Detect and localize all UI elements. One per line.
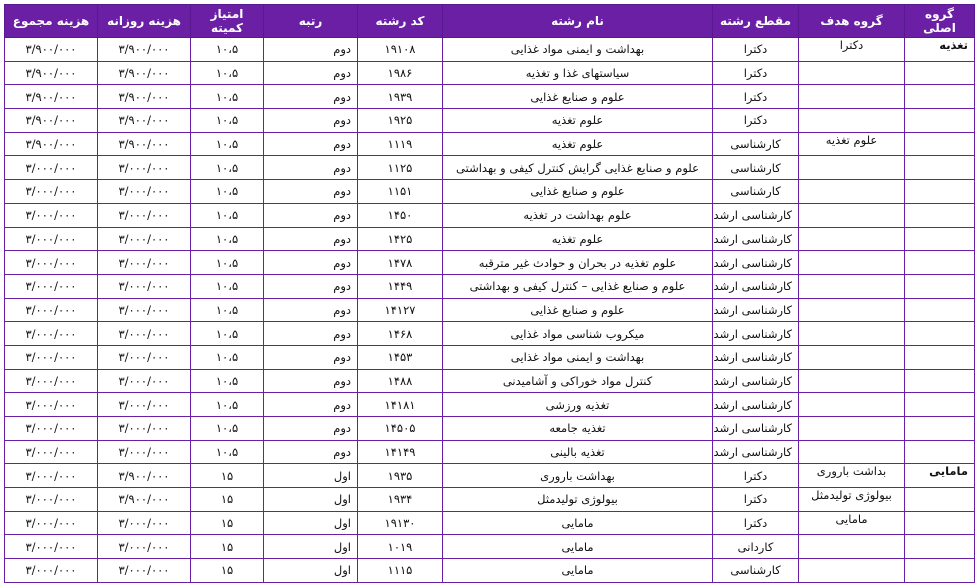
level-cell: دکترا (713, 85, 799, 109)
field-name-cell: علوم و صنایع غذایی – کنترل کیفی و بهداشتی (443, 274, 713, 298)
field-code-cell: ۱۹۳۵ (358, 464, 443, 488)
rank-cell: دوم (264, 440, 358, 464)
field-code-cell: ۱۴۱۲۷ (358, 298, 443, 322)
table-row (5, 559, 975, 583)
total-cost-cell: ۳/۰۰۰/۰۰۰ (5, 203, 98, 227)
score-cell: ۱۰،۵ (191, 132, 264, 156)
target-group-cell: علوم تغذیه (799, 132, 905, 156)
rank-cell: دوم (264, 322, 358, 346)
total-cost-cell: ۳/۰۰۰/۰۰۰ (5, 535, 98, 559)
header-score: امتیاز کمیته (191, 5, 264, 38)
field-name-cell: علوم تغذیه (443, 227, 713, 251)
field-code-cell: ۱۹۱۳۰ (358, 511, 443, 535)
level-cell: کارشناسی ارشد (713, 274, 799, 298)
field-code-cell: ۱۹۸۶ (358, 61, 443, 85)
field-name-cell: سیاستهای غذا و تغذیه (443, 61, 713, 85)
score-cell: ۱۰،۵ (191, 109, 264, 133)
target-group-cell (799, 156, 905, 180)
rank-cell: اول (264, 559, 358, 583)
field-code-cell: ۱۴۴۹ (358, 274, 443, 298)
field-code-cell: ۱۹۲۵ (358, 109, 443, 133)
daily-cost-cell: ۳/۰۰۰/۰۰۰ (98, 393, 191, 417)
main-group-cell (905, 345, 975, 369)
level-cell: کارشناسی ارشد (713, 417, 799, 441)
score-cell: ۱۰،۵ (191, 227, 264, 251)
field-name-cell: بهداشت و ایمنی مواد غذایی (443, 345, 713, 369)
target-group-cell (799, 180, 905, 204)
field-code-cell: ۱۴۷۸ (358, 251, 443, 275)
daily-cost-cell: ۳/۰۰۰/۰۰۰ (98, 298, 191, 322)
main-group-cell (905, 369, 975, 393)
total-cost-cell: ۳/۰۰۰/۰۰۰ (5, 251, 98, 275)
daily-cost-cell: ۳/۰۰۰/۰۰۰ (98, 369, 191, 393)
level-cell: کاردانی (713, 535, 799, 559)
field-code-cell: ۱۱۱۵ (358, 559, 443, 583)
daily-cost-cell: ۳/۰۰۰/۰۰۰ (98, 345, 191, 369)
daily-cost-cell: ۳/۰۰۰/۰۰۰ (98, 156, 191, 180)
main-group-cell (905, 203, 975, 227)
rank-cell: اول (264, 535, 358, 559)
score-cell: ۱۰،۵ (191, 61, 264, 85)
header-target-group: گروه هدف (799, 5, 905, 38)
daily-cost-cell: ۳/۹۰۰/۰۰۰ (98, 488, 191, 512)
table-row (5, 109, 975, 133)
daily-cost-cell: ۳/۹۰۰/۰۰۰ (98, 85, 191, 109)
score-cell: ۱۵ (191, 535, 264, 559)
daily-cost-cell: ۳/۰۰۰/۰۰۰ (98, 511, 191, 535)
table-row (5, 440, 975, 464)
rank-cell: دوم (264, 156, 358, 180)
target-group-cell: بداشت باروری (799, 464, 905, 488)
target-group-cell (799, 393, 905, 417)
level-cell: کارشناسی ارشد (713, 393, 799, 417)
field-code-cell: ۱۹۳۴ (358, 488, 443, 512)
field-name-cell: بهداشت باروری (443, 464, 713, 488)
total-cost-cell: ۳/۰۰۰/۰۰۰ (5, 464, 98, 488)
daily-cost-cell: ۳/۰۰۰/۰۰۰ (98, 251, 191, 275)
table-row (5, 61, 975, 85)
total-cost-cell: ۳/۰۰۰/۰۰۰ (5, 511, 98, 535)
level-cell: کارشناسی (713, 180, 799, 204)
rank-cell: دوم (264, 369, 358, 393)
main-group-cell (905, 251, 975, 275)
target-group-cell (799, 298, 905, 322)
level-cell: کارشناسی ارشد (713, 369, 799, 393)
main-group-cell (905, 559, 975, 583)
field-name-cell: تغذیه بالینی (443, 440, 713, 464)
score-cell: ۱۰،۵ (191, 322, 264, 346)
score-cell: ۱۰،۵ (191, 203, 264, 227)
total-cost-cell: ۳/۰۰۰/۰۰۰ (5, 180, 98, 204)
field-name-cell: علوم و صنایع غذایی (443, 180, 713, 204)
table-row (5, 85, 975, 109)
header-level: مقطع رشته (713, 5, 799, 38)
table-row (5, 180, 975, 204)
total-cost-cell: ۳/۰۰۰/۰۰۰ (5, 345, 98, 369)
main-group-cell (905, 417, 975, 441)
field-code-cell: ۱۹۱۰۸ (358, 38, 443, 62)
total-cost-cell: ۳/۹۰۰/۰۰۰ (5, 109, 98, 133)
main-group-cell (905, 274, 975, 298)
total-cost-cell: ۳/۰۰۰/۰۰۰ (5, 274, 98, 298)
score-cell: ۱۰،۵ (191, 393, 264, 417)
main-group-cell (905, 109, 975, 133)
header-daily: هزینه روزانه (98, 5, 191, 38)
target-group-cell (799, 345, 905, 369)
score-cell: ۱۰،۵ (191, 85, 264, 109)
table-row (5, 132, 975, 156)
score-cell: ۱۵ (191, 559, 264, 583)
table-row (5, 345, 975, 369)
rank-cell: دوم (264, 393, 358, 417)
daily-cost-cell: ۳/۰۰۰/۰۰۰ (98, 322, 191, 346)
main-group-cell (905, 61, 975, 85)
target-group-cell (799, 61, 905, 85)
field-name-cell: مامایی (443, 535, 713, 559)
field-name-cell: علوم و صنایع غذایی (443, 85, 713, 109)
field-name-cell: بهداشت و ایمنی مواد غذایی (443, 38, 713, 62)
table-row (5, 464, 975, 488)
field-name-cell: علوم و صنایع غذایی (443, 298, 713, 322)
table-row (5, 38, 975, 62)
main-group-cell (905, 298, 975, 322)
level-cell: دکترا (713, 109, 799, 133)
target-group-cell: بیولوژی تولیدمثل (799, 488, 905, 512)
total-cost-cell: ۳/۰۰۰/۰۰۰ (5, 322, 98, 346)
daily-cost-cell: ۳/۹۰۰/۰۰۰ (98, 109, 191, 133)
main-group-cell (905, 180, 975, 204)
total-cost-cell: ۳/۰۰۰/۰۰۰ (5, 440, 98, 464)
field-name-cell: تغذیه ورزشی (443, 393, 713, 417)
total-cost-cell: ۳/۰۰۰/۰۰۰ (5, 156, 98, 180)
main-group-cell (905, 227, 975, 251)
level-cell: دکترا (713, 488, 799, 512)
header-main-group: گروه اصلی (905, 5, 975, 38)
field-name-cell: علوم بهداشت در تغذیه (443, 203, 713, 227)
score-cell: ۱۰،۵ (191, 440, 264, 464)
level-cell: کارشناسی ارشد (713, 298, 799, 322)
rank-cell: دوم (264, 251, 358, 275)
score-cell: ۱۰،۵ (191, 345, 264, 369)
level-cell: کارشناسی (713, 559, 799, 583)
table-row (5, 369, 975, 393)
table-row (5, 251, 975, 275)
target-group-cell: مامایی (799, 511, 905, 535)
field-code-cell: ۱۴۵۰۵ (358, 417, 443, 441)
score-cell: ۱۵ (191, 511, 264, 535)
target-group-cell (799, 369, 905, 393)
score-cell: ۱۰،۵ (191, 417, 264, 441)
total-cost-cell: ۳/۰۰۰/۰۰۰ (5, 298, 98, 322)
header-rank: رتبه (264, 5, 358, 38)
daily-cost-cell: ۳/۰۰۰/۰۰۰ (98, 227, 191, 251)
main-group-cell: تغذیه (905, 38, 975, 62)
rank-cell: دوم (264, 203, 358, 227)
field-name-cell: علوم و صنایع غذایی گرایش کنترل کیفی و بهداشتی (443, 156, 713, 180)
target-group-cell (799, 440, 905, 464)
rank-cell: دوم (264, 227, 358, 251)
rank-cell: دوم (264, 345, 358, 369)
table-row (5, 417, 975, 441)
header-row (5, 5, 975, 38)
target-group-cell (799, 535, 905, 559)
field-name-cell: بیولوژی تولیدمثل (443, 488, 713, 512)
rank-cell: دوم (264, 61, 358, 85)
main-group-cell (905, 393, 975, 417)
daily-cost-cell: ۳/۰۰۰/۰۰۰ (98, 203, 191, 227)
table-row (5, 227, 975, 251)
target-group-cell (799, 417, 905, 441)
field-code-cell: ۱۰۱۹ (358, 535, 443, 559)
total-cost-cell: ۳/۰۰۰/۰۰۰ (5, 417, 98, 441)
daily-cost-cell: ۳/۹۰۰/۰۰۰ (98, 61, 191, 85)
daily-cost-cell: ۳/۹۰۰/۰۰۰ (98, 464, 191, 488)
score-cell: ۱۵ (191, 488, 264, 512)
rank-cell: دوم (264, 180, 358, 204)
rank-cell: دوم (264, 109, 358, 133)
total-cost-cell: ۳/۰۰۰/۰۰۰ (5, 559, 98, 583)
target-group-cell (799, 85, 905, 109)
score-cell: ۱۰،۵ (191, 180, 264, 204)
score-cell: ۱۵ (191, 464, 264, 488)
field-name-cell: میکروب شناسی مواد غذایی (443, 322, 713, 346)
main-group-cell (905, 535, 975, 559)
rank-cell: دوم (264, 274, 358, 298)
field-code-cell: ۱۴۸۸ (358, 369, 443, 393)
score-cell: ۱۰،۵ (191, 156, 264, 180)
target-group-cell (799, 227, 905, 251)
target-group-cell (799, 109, 905, 133)
score-cell: ۱۰،۵ (191, 274, 264, 298)
score-cell: ۱۰،۵ (191, 38, 264, 62)
total-cost-cell: ۳/۰۰۰/۰۰۰ (5, 488, 98, 512)
level-cell: دکترا (713, 61, 799, 85)
field-code-cell: ۱۱۲۵ (358, 156, 443, 180)
field-code-cell: ۱۴۱۸۱ (358, 393, 443, 417)
rank-cell: اول (264, 464, 358, 488)
field-code-cell: ۱۴۶۸ (358, 322, 443, 346)
rank-cell: دوم (264, 298, 358, 322)
level-cell: دکترا (713, 38, 799, 62)
target-group-cell (799, 251, 905, 275)
field-name-cell: مامایی (443, 559, 713, 583)
field-code-cell: ۱۱۵۱ (358, 180, 443, 204)
level-cell: دکترا (713, 464, 799, 488)
table-row (5, 511, 975, 535)
header-total: هزینه مجموع (5, 5, 98, 38)
daily-cost-cell: ۳/۹۰۰/۰۰۰ (98, 132, 191, 156)
level-cell: کارشناسی ارشد (713, 440, 799, 464)
total-cost-cell: ۳/۰۰۰/۰۰۰ (5, 227, 98, 251)
field-name-cell: علوم تغذیه (443, 109, 713, 133)
level-cell: کارشناسی (713, 156, 799, 180)
field-code-cell: ۱۴۵۳ (358, 345, 443, 369)
main-group-cell (905, 85, 975, 109)
level-cell: کارشناسی ارشد (713, 227, 799, 251)
table-row (5, 203, 975, 227)
total-cost-cell: ۳/۰۰۰/۰۰۰ (5, 393, 98, 417)
total-cost-cell: ۳/۹۰۰/۰۰۰ (5, 61, 98, 85)
fields-table (4, 4, 975, 583)
rank-cell: اول (264, 511, 358, 535)
field-name-cell: کنترل مواد خوراکی و آشامیدنی (443, 369, 713, 393)
field-code-cell: ۱۹۳۹ (358, 85, 443, 109)
level-cell: کارشناسی ارشد (713, 251, 799, 275)
field-name-cell: علوم تغذیه در بحران و حوادث غیر مترقبه (443, 251, 713, 275)
daily-cost-cell: ۳/۰۰۰/۰۰۰ (98, 417, 191, 441)
daily-cost-cell: ۳/۰۰۰/۰۰۰ (98, 535, 191, 559)
rank-cell: دوم (264, 417, 358, 441)
table-row (5, 156, 975, 180)
rank-cell: اول (264, 488, 358, 512)
daily-cost-cell: ۳/۰۰۰/۰۰۰ (98, 180, 191, 204)
table-row (5, 274, 975, 298)
level-cell: کارشناسی ارشد (713, 203, 799, 227)
field-name-cell: علوم تغذیه (443, 132, 713, 156)
daily-cost-cell: ۳/۰۰۰/۰۰۰ (98, 274, 191, 298)
rank-cell: دوم (264, 85, 358, 109)
total-cost-cell: ۳/۰۰۰/۰۰۰ (5, 369, 98, 393)
level-cell: کارشناسی (713, 132, 799, 156)
main-group-cell (905, 132, 975, 156)
table-row (5, 488, 975, 512)
rank-cell: دوم (264, 38, 358, 62)
table-row (5, 393, 975, 417)
header-code: کد رشته (358, 5, 443, 38)
total-cost-cell: ۳/۹۰۰/۰۰۰ (5, 85, 98, 109)
level-cell: کارشناسی ارشد (713, 322, 799, 346)
score-cell: ۱۰،۵ (191, 251, 264, 275)
table-row (5, 322, 975, 346)
rank-cell: دوم (264, 132, 358, 156)
daily-cost-cell: ۳/۹۰۰/۰۰۰ (98, 38, 191, 62)
main-group-cell (905, 156, 975, 180)
field-code-cell: ۱۴۵۰ (358, 203, 443, 227)
field-code-cell: ۱۴۲۵ (358, 227, 443, 251)
target-group-cell: دکترا (799, 38, 905, 62)
table-row (5, 298, 975, 322)
field-name-cell: تغذیه جامعه (443, 417, 713, 441)
daily-cost-cell: ۳/۰۰۰/۰۰۰ (98, 559, 191, 583)
main-group-cell (905, 322, 975, 346)
daily-cost-cell: ۳/۰۰۰/۰۰۰ (98, 440, 191, 464)
level-cell: دکترا (713, 511, 799, 535)
table-body (5, 38, 975, 583)
total-cost-cell: ۳/۹۰۰/۰۰۰ (5, 38, 98, 62)
field-code-cell: ۱۱۱۹ (358, 132, 443, 156)
header-name: نام رشته (443, 5, 713, 38)
field-name-cell: مامایی (443, 511, 713, 535)
field-code-cell: ۱۴۱۴۹ (358, 440, 443, 464)
score-cell: ۱۰،۵ (191, 369, 264, 393)
table-row (5, 535, 975, 559)
main-group-cell (905, 488, 975, 512)
target-group-cell (799, 322, 905, 346)
score-cell: ۱۰،۵ (191, 298, 264, 322)
total-cost-cell: ۳/۹۰۰/۰۰۰ (5, 132, 98, 156)
main-group-cell: مامایی (905, 464, 975, 488)
target-group-cell (799, 203, 905, 227)
main-group-cell (905, 511, 975, 535)
main-group-cell (905, 440, 975, 464)
target-group-cell (799, 274, 905, 298)
level-cell: کارشناسی ارشد (713, 345, 799, 369)
target-group-cell (799, 559, 905, 583)
